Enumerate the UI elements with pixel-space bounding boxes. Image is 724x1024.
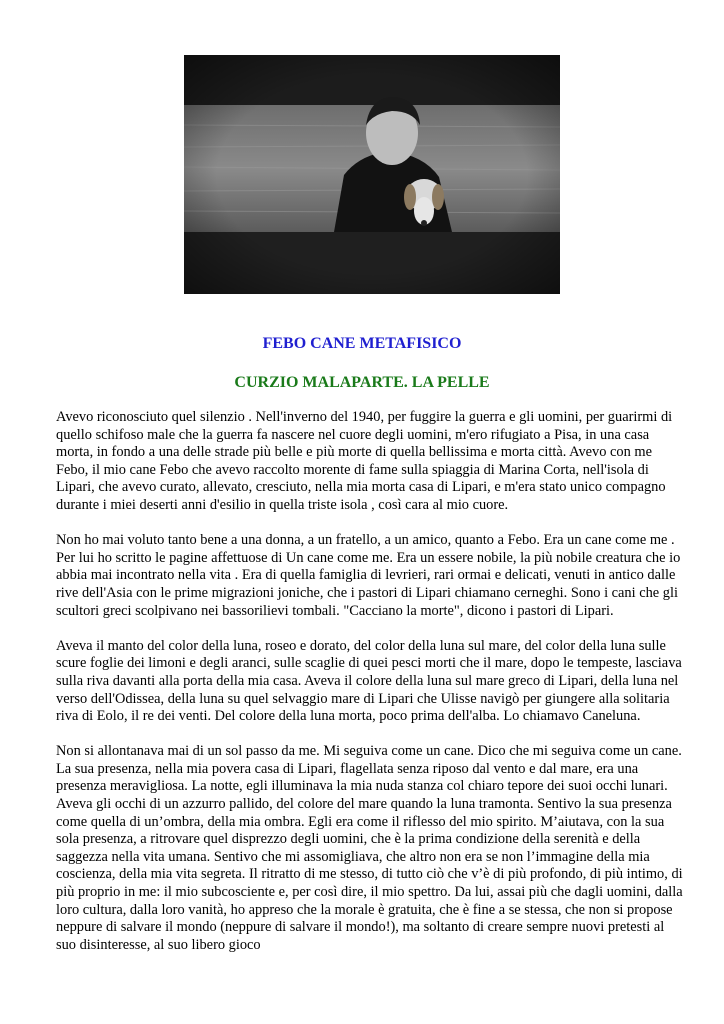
photo-man-with-dog: [184, 55, 560, 294]
article-body: [56, 409, 686, 972]
paragraph: Non si allontanava mai di un sol passo da me. Mi seguiva come un cane. Dico che mi seguiva come un cane. La sua presenza, nella mia povera casa di Lipari, flagellata senza riposo dal vento e dal mare, era una presenza meravigliosa. La notte, egli illuminava la mia nuda stanza col chiaro tepore dei suoi occhi lunari. Aveva gli occhi di un azzurro pallido, del colore del mare quando la luna tramonta. Sentivo la sua presenza come quella di un’ombra, della mia ombra. Egli era come il riflesso del mio spirito. M’aiutava, con la sua sola presenza, a ritrovare quel disprezzo degli uomini, che è la prima condizione della serenità e della saggezza nella vita umana. Sentivo che mi assomigliava, che altro non era se non l’immagine della mia coscienza, della mia vita segreta. Il ritratto di me stesso, di tutto ciò che v’è di più profondo, di più intimo, di più proprio in me: il mio subcosciente e, per così dire, il mio spettro. Da lui, assai più che dagli uomini, dalla loro cultura, dalla loro vanità, ho appreso che la morale è gratuita, che è fine a se stessa, che non si propose neppure di salvare il mondo (neppure di salvare il mondo!), ma soltanto di creare sempre nuovi pretesti al suo disinteresse, al suo libero gioco: [56, 743, 683, 953]
page-title: FEBO CANE METAFISICO: [262, 335, 462, 352]
paragraph: Aveva il manto del color della luna, roseo e dorato, del color della luna sul mare, del color della luna sulle scure foglie dei limoni e degli aranci, sulle scaglie di quei pesci morti che il mare, dopo le tempeste, lasciava sulla riva davanti alla porta della mia casa. Aveva il colore della luna sul mare greco di Lipari, della luna nel verso dell'Odissea, della luna su quel selvaggio mare di Lipari che Ulisse navigò per giungere alla solitaria riva di Eolo, il re dei venti. Del colore della luna morta, poco prima dell'alba. Lo chiamavo Caneluna.: [56, 637, 682, 725]
page-subtitle: CURZIO MALAPARTE. LA PELLE: [234, 374, 490, 391]
paragraph: Avevo riconosciuto quel silenzio . Nell'inverno del 1940, per fuggire la guerra e gli uomini, per guarirmi di quello schifoso male che la guerra fa nascere nel cuore degli uomini, m'ero rifugiato a Pisa, in una casa morta, in fondo a una delle strade più belle e più morte di quella bellissima e morta città. Avevo con me Febo, il mio cane Febo che avevo raccolto morente di fame sulla spiaggia di Marina Corta, nell'isola di Lipari, che avevo curato, allevato, cresciuto, nella mia morta casa di Lipari, e m'era stato unico compagno durante i miei deserti anni d'esilio in quella triste isola , così cara al mio cuore.: [56, 409, 673, 513]
man-with-dog-photo-icon: [184, 55, 560, 294]
paragraph: Non ho mai voluto tanto bene a una donna, a un fratello, a un amico, quanto a Febo. Era un cane come me . Per lui ho scritto le pagine affettuose di Un cane come me. Era un essere nobile, la più nobile creatura che io abbia mai incontrato nella vita . Era di quella famiglia di levrieri, rari ormai e delicati, venuti in antico dalle rive dell'Asia con le prime migrazioni joniche, che i pastori di Lipari chiamano cerneghi. Sono i cani che gli scultori greci scolpivano nei bassorilievi tombali. "Cacciano la morte", dicono i pastori di Lipari.: [56, 532, 681, 619]
